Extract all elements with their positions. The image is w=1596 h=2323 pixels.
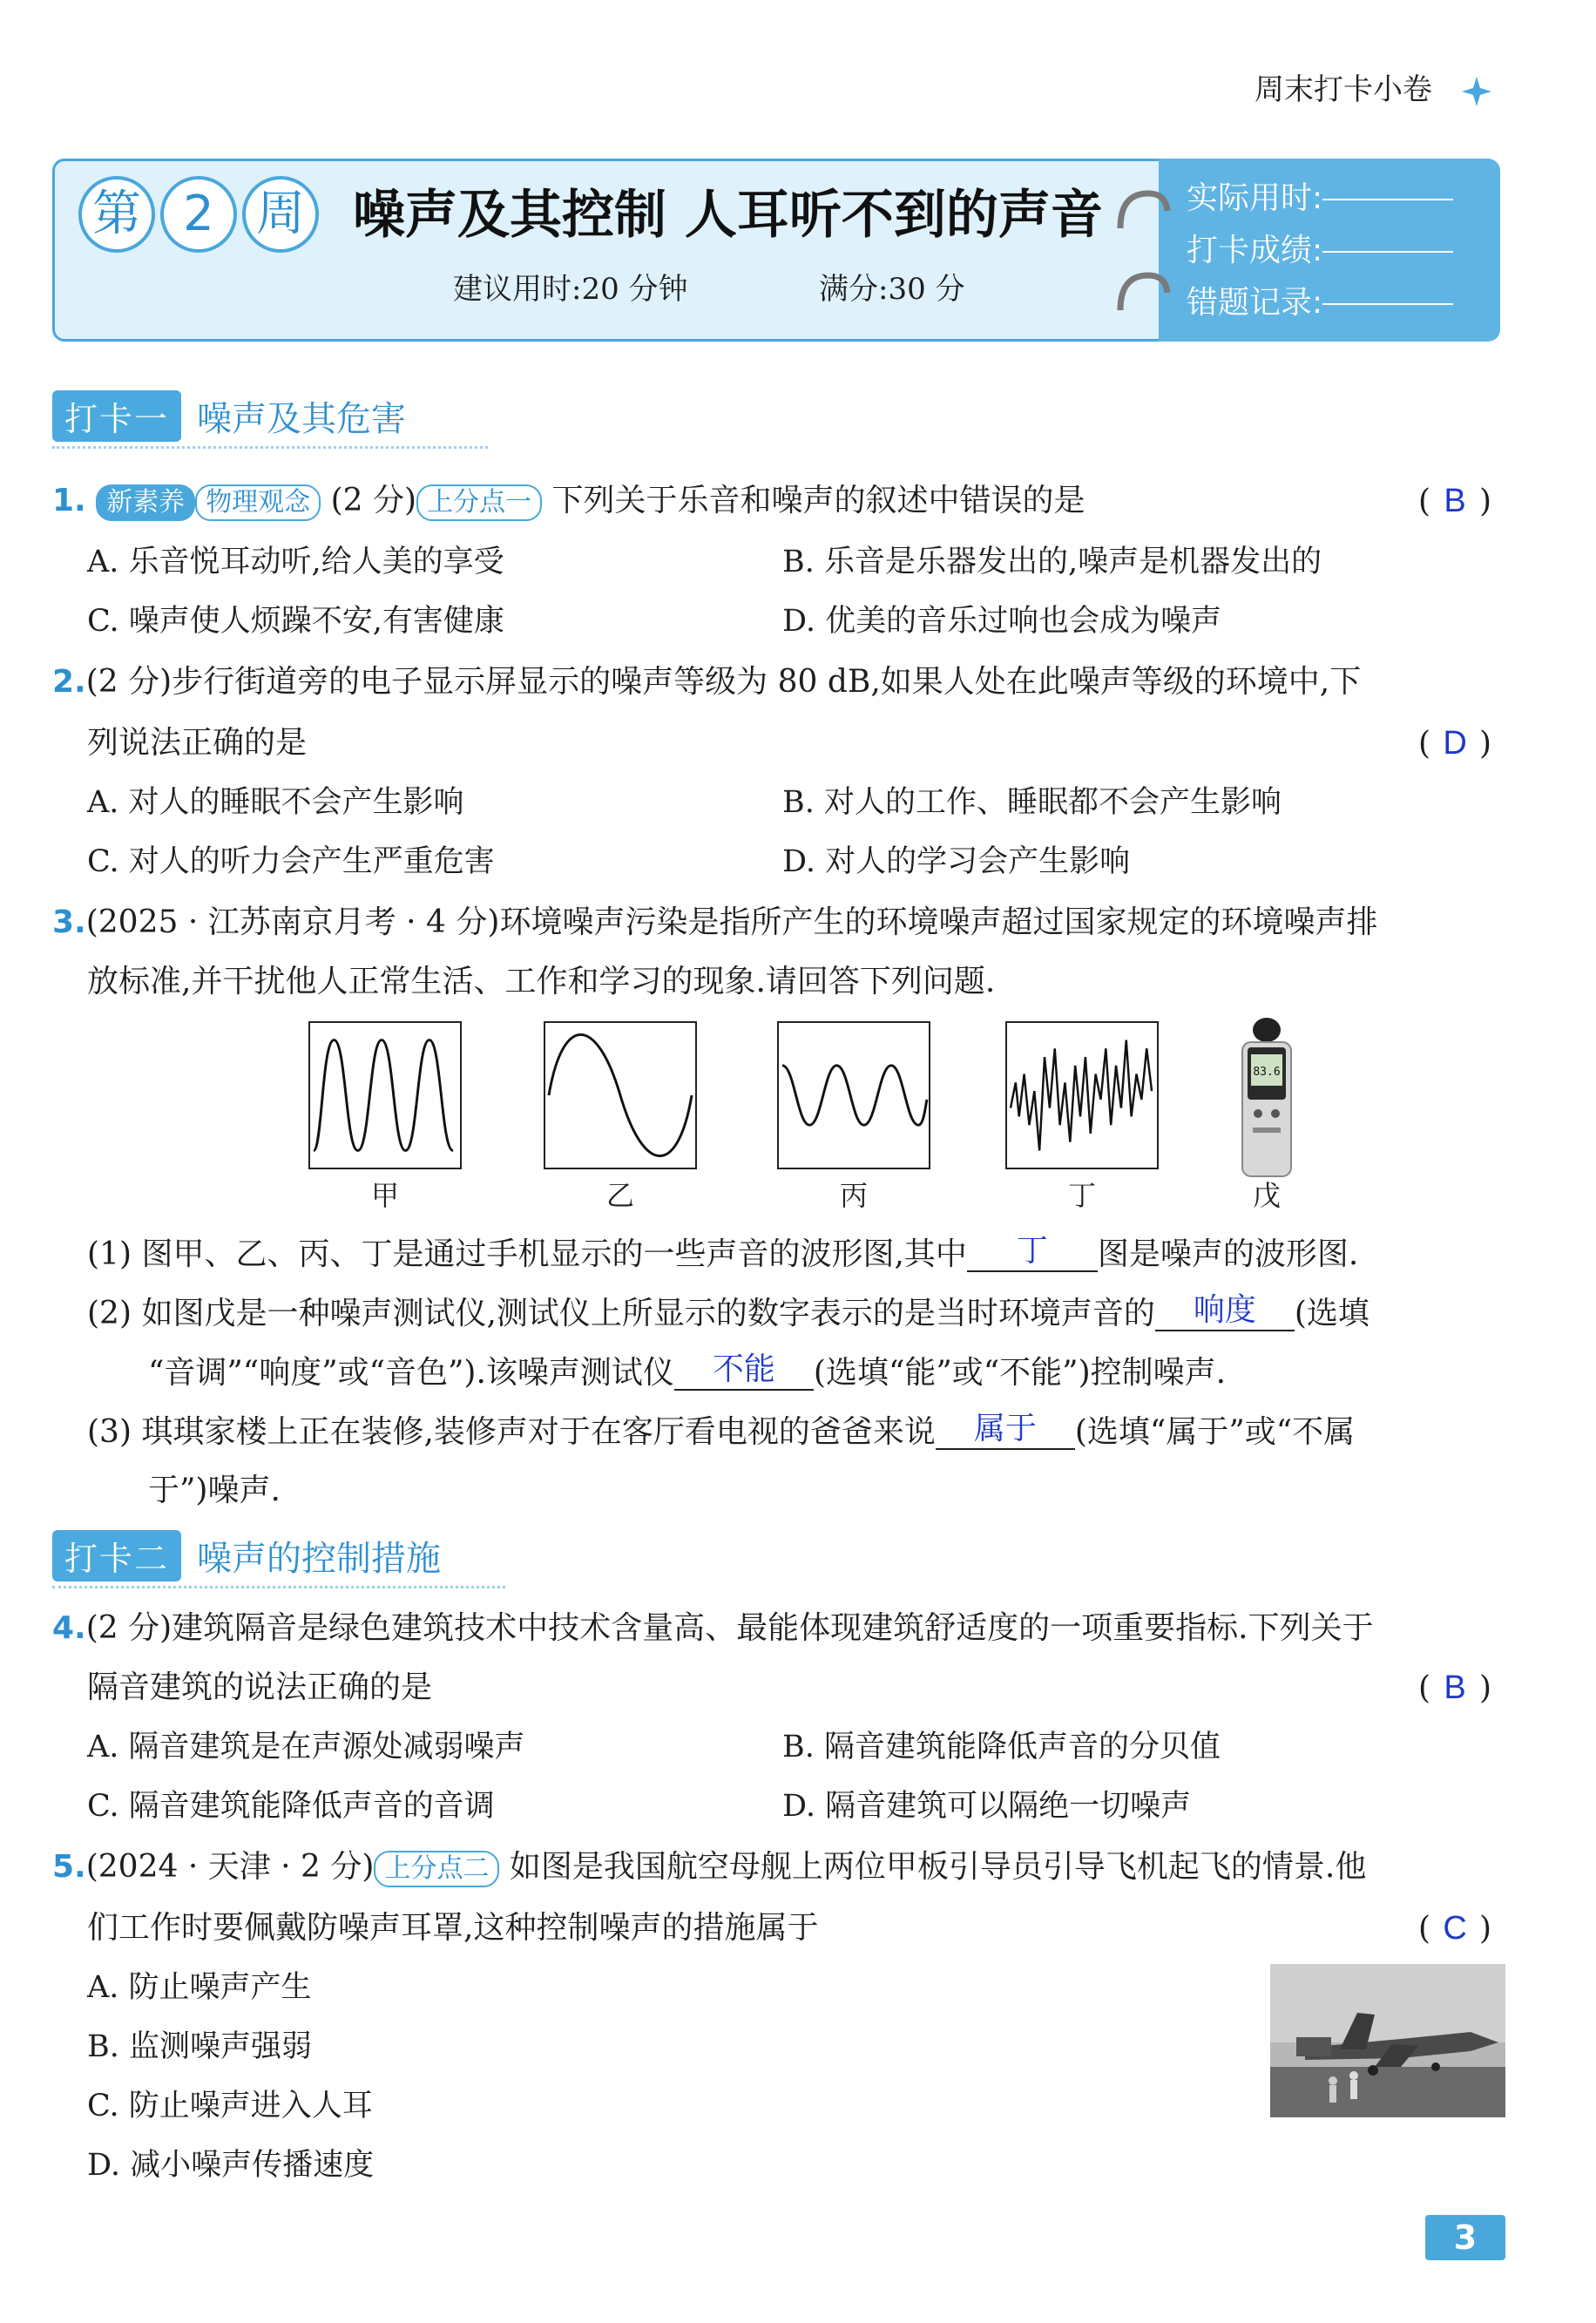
hook-icon: [1113, 185, 1174, 237]
section-label: 打卡二: [52, 1530, 181, 1581]
option: B. 监测噪声强弱: [87, 2029, 312, 2064]
answer-blank: 响度: [1155, 1290, 1295, 1331]
waveform-ding: [1005, 1021, 1159, 1169]
caption-yi: 乙: [605, 1179, 634, 1212]
option: B. 隔音建筑能降低声音的分贝值: [782, 1730, 1221, 1764]
week-banner: [52, 159, 1500, 342]
section-header-2: [52, 1527, 441, 1584]
answer-blank: 属于: [936, 1408, 1075, 1450]
question-5-stem: 5.(2024 · 天津 · 2 分) 上分点二 如图是我国航空母舰上两位甲板引导员引导飞机起飞的情景.他: [52, 1847, 1366, 1887]
question-3-sub-2: (2) 如图戊是一种噪声测试仪,测试仪上所显示的数字表示的是当时环境声音的 响度 (选填: [87, 1291, 1369, 1331]
field-actual-time: 实际用时:: [1187, 173, 1453, 225]
sparkle-icon: [1460, 75, 1493, 108]
week-badge: [78, 176, 319, 253]
option: D. 对人的学习会产生影响: [782, 844, 1131, 879]
week-char-2: 周: [242, 176, 319, 253]
page-title: 噪声及其控制 人耳听不到的声音: [353, 185, 1103, 246]
answer-paren: ( B ): [1418, 483, 1492, 519]
caption-ding: 丁: [1067, 1179, 1096, 1212]
field-error-record: 错题记录:: [1187, 277, 1453, 329]
answer-q4: B: [1444, 1669, 1466, 1706]
section-header-1: [52, 387, 406, 444]
field-score: 打卡成绩:: [1187, 225, 1453, 277]
question-3-sub-3-cont: 于”)噪声.: [148, 1473, 281, 1508]
question-2-stem-cont: 列说法正确的是: [87, 725, 308, 761]
option: A. 防止噪声产生: [87, 1970, 312, 2005]
answer-blank: 丁: [967, 1230, 1098, 1272]
section-title: 噪声及其危害: [197, 398, 407, 439]
option: A. 对人的睡眠不会产生影响: [87, 785, 464, 820]
option: C. 对人的听力会产生严重危害: [87, 844, 495, 879]
option: C. 防止噪声进入人耳: [87, 2089, 373, 2123]
answer-q5: C: [1443, 1910, 1467, 1947]
option: C. 隔音建筑能降低声音的音调: [87, 1789, 495, 1824]
noise-meter-image: [1239, 1016, 1295, 1182]
page-number: 3: [1425, 2215, 1505, 2260]
hook-icon: [1113, 267, 1174, 319]
week-char-1: 第: [78, 176, 155, 253]
week-number: 2: [160, 176, 237, 253]
caption-wu: 戊: [1252, 1179, 1281, 1212]
question-4-stem: 4.(2 分)建筑隔音是绿色建筑技术中技术含量高、最能体现建筑舒适度的一项重要指标.下列关于: [52, 1610, 1374, 1646]
header-tagline: 周末打卡小卷: [1254, 72, 1432, 107]
question-3-stem-cont: 放标准,并干扰他人正常生活、工作和学习的现象.请回答下列问题.: [87, 964, 996, 999]
waveform-yi: [544, 1021, 697, 1169]
answer-q2: D: [1443, 725, 1467, 762]
question-3-sub-2-cont: “音调”“响度”或“音色”).该噪声测试仪 不能 (选填“能”或“不能”)控制噪声.: [148, 1351, 1227, 1391]
waveform-bing: [777, 1021, 930, 1169]
option: A. 乐音悦耳动听,给人美的享受: [87, 545, 504, 579]
answer-blank: 不能: [674, 1349, 814, 1391]
option: B. 对人的工作、睡眠都不会产生影响: [782, 785, 1282, 820]
caption-jia: 甲: [370, 1179, 399, 1212]
option: C. 噪声使人烦躁不安,有害健康: [87, 604, 504, 639]
carrier-jet-photo: [1270, 1964, 1505, 2117]
question-3-stem: 3.(2025 · 江苏南京月考 · 4 分)环境噪声污染是指所产生的环境噪声超过国家规定的环境噪声排: [52, 904, 1378, 940]
question-1-stem: 1. 新素养 物理观念 (2 分) 上分点一 下列关于乐音和噪声的叙述中错误的是: [52, 481, 1085, 521]
answer-paren: ( B ): [1418, 1669, 1492, 1706]
option: D. 优美的音乐过响也会成为噪声: [782, 604, 1222, 639]
option: B. 乐音是乐器发出的,噪声是机器发出的: [782, 545, 1322, 579]
option: A. 隔音建筑是在声源处减弱噪声: [87, 1730, 525, 1764]
suggested-time: 建议用时:20 分钟: [453, 272, 688, 307]
question-3-sub-1: (1) 图甲、乙、丙、丁是通过手机显示的一些声音的波形图,其中 丁 图是噪声的波形图.: [87, 1232, 1359, 1272]
answer-q1: B: [1444, 483, 1466, 519]
answer-paren: ( C ): [1418, 1910, 1492, 1947]
option: D. 减小噪声传播速度: [87, 2148, 375, 2183]
question-2-stem: 2.(2 分)步行街道旁的电子显示屏显示的噪声等级为 80 dB,如果人处在此噪声等级的环境中,下: [52, 664, 1362, 700]
question-5-stem-cont: 们工作时要佩戴防噪声耳罩,这种控制噪声的措施属于: [87, 1910, 819, 1946]
meter-reading: 83.6: [1253, 1066, 1281, 1079]
caption-bing: 丙: [839, 1179, 868, 1212]
option: D. 隔音建筑可以隔绝一切噪声: [782, 1789, 1192, 1824]
waveform-jia: [308, 1021, 462, 1169]
section-label: 打卡一: [52, 390, 181, 442]
answer-paren: ( D ): [1418, 725, 1492, 762]
full-score: 满分:30 分: [819, 272, 965, 307]
question-4-stem-cont: 隔音建筑的说法正确的是: [87, 1669, 433, 1705]
question-3-sub-3: (3) 琪琪家楼上正在装修,装修声对于在客厅看电视的爸爸来说 属于 (选填“属于”或“不属: [87, 1410, 1356, 1450]
section-title: 噪声的控制措施: [197, 1538, 442, 1579]
